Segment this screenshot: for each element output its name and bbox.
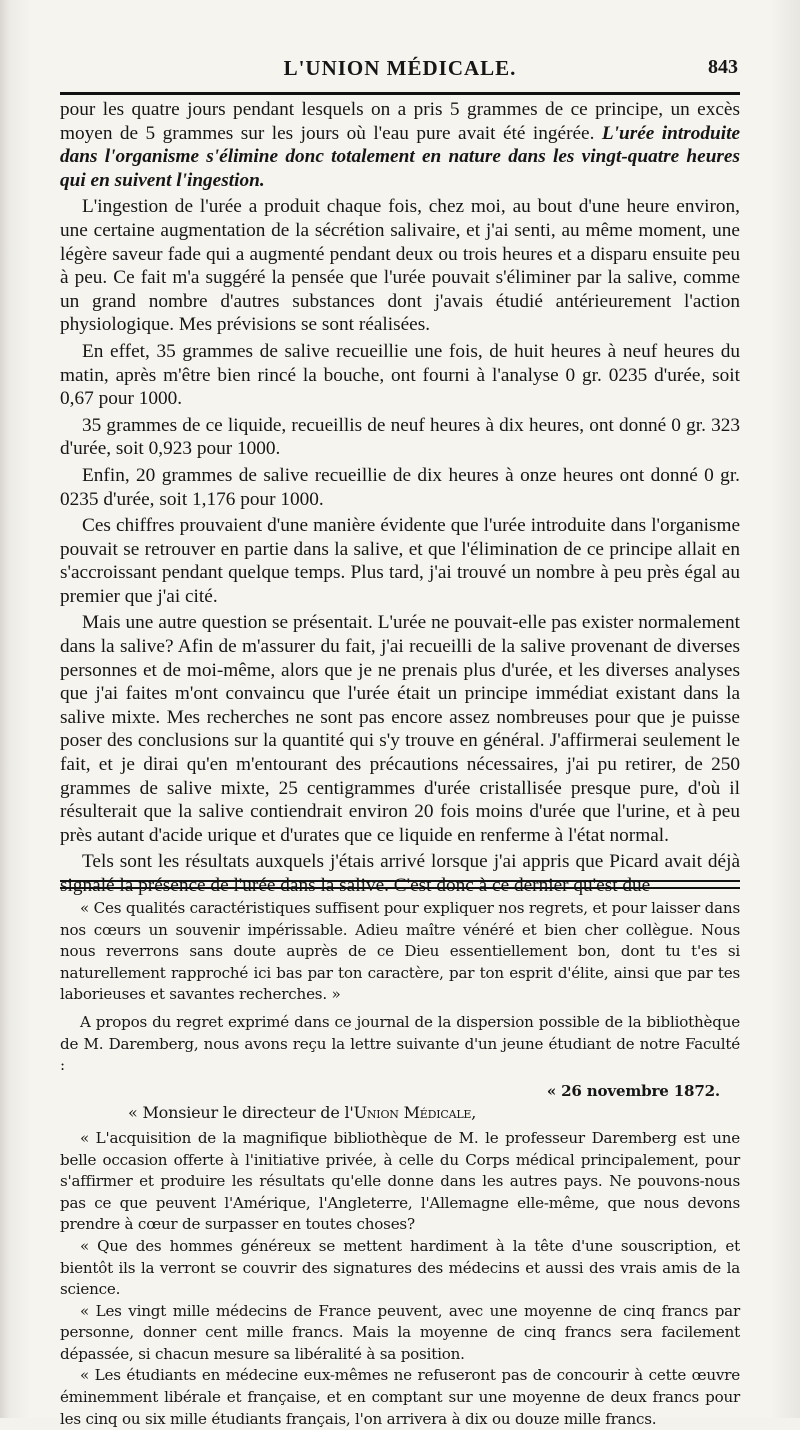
editorial-note: A propos du regret exprimé dans ce journal de la dispersion possible de la bibliothèque de M. Daremberg, nous avons reçu la lettre suivante d'un jeune étudiant de notre Faculté :	[60, 1012, 740, 1075]
letter-paragraph-1: « L'acquisition de la magnifique bibliothèque de M. le professeur Daremberg est une belle occasion offerte à l'initiative privée, à celle du Corps médical principalement, pour s'affirmer et produire les résultats qu'elle donne dans les autres pays. Ne pouvons-nous pas ce que peuvent l'Amérique, l'Angleterre, l'Allemagne elle-même, que nous devons prendre à cœur de surpasser en toutes choses?	[60, 1128, 740, 1234]
letter-paragraph-4: « Les étudiants en médecine eux-mêmes ne refuseront pas de concourir à cette œuvre éminemment libérale et française, et en comptant sur une moyenne de deux francs pour les cinq ou six mille étudiants français, l'on arrivera à dix ou douze mille francs.	[60, 1366, 740, 1428]
paragraph-1-text: pour les quatre jours pendant lesquels on a pris 5 grammes de ce principe, un excès moyen de 5 grammes sur les jours où l'eau pure avait été ingérée.	[60, 99, 740, 144]
paragraph-7: Mais une autre question se présentait. L'urée ne pouvait-elle pas exister normalement dans la salive? Afin de m'assurer du fait, j'ai recueilli de la salive provenant de diverses personnes et de moi-même, alors que je ne prenais plus d'urée, et les diverses analyses que j'ai faites m'ont convaincu que l'urée était un principe immédiat existant dans la salive mixte. Mes recherches ne sont pas encore assez nombreuses pour que je puisse poser des conclusions sur la quantité qui s'y trouve en général. J'affirmerai seulement le fait, et je dirai qu'en m'entourant des précautions nécessaires, j'ai pu retirer, de 250 grammes de salive mixte, 25 centigrammes d'urée cristallisée presque pure, d'où il résulterait que la salive contiendrait environ 20 fois moins d'urée que l'urine, et à peu près autant d'acide urique et d'urates que ce liquide en renferme à l'état normal.	[60, 612, 740, 846]
paragraph-6: Ces chiffres prouvaient d'une manière évidente que l'urée introduite dans l'organisme pouvait se retrouver en partie dans la salive, et que l'élimination de ce principe allait en s'accroissant pendant quelque temps. Plus tard, j'ai trouvé un nombre à peu près égal au premier que j'ai cité.	[60, 515, 740, 607]
paragraph-1-emphasis: L'urée introduite dans l'organisme s'élimine donc totalement en nature dans les vingt-quatre heures qui en suivent l'ingestion.	[60, 122, 741, 191]
paragraph-8: Tels sont les résultats auxquels j'étais arrivé lorsque j'ai appris que Picard avait déjà signalé la présence de l'urée dans la salive. C'est donc à ce dernier qu'est due	[60, 851, 740, 896]
article-body	[60, 98, 740, 898]
running-header	[62, 56, 738, 82]
letter-paragraph-3: « Les vingt mille médecins de France peuvent, avec une moyenne de cinq francs par personne, donner cent mille francs. Mais la moyenne de cinq francs sera facilement dépassée, si chacun mesure sa libéralité à sa position.	[60, 1301, 740, 1363]
eulogy-quote: « Ces qualités caractéristiques suffisent pour expliquer nos regrets, et pour laisser dans nos cœurs un souvenir impérissable. Adieu maître vénéré et bien cher collègue. Nous nous reverrons sans doute auprès de ce Dieu essentiellement bon, dont tu t'es si naturellement rapproché ici bas par ton caractère, par ton esprit d'élite, ainsi que par tes laborieuses et savantes recherches. »	[60, 899, 740, 1004]
paragraph-4: 35 grammes de ce liquide, recueillis de neuf heures à dix heures, ont donné 0 gr. 323 d'urée, soit 0,923 pour 1000.	[60, 414, 740, 460]
section-divider	[60, 880, 740, 889]
paragraph-2: L'ingestion de l'urée a produit chaque fois, chez moi, au bout d'une heure environ, une certaine augmentation de la sécrétion salivaire, et j'ai senti, au même moment, une légère saveur fade qui a augmenté pendant deux ou trois heures et a disparu ensuite peu à peu. Ce fait m'a suggéré la pensée que l'urée pouvait s'éliminer par la salive, comme un grand nombre d'autres substances dont j'avais étudié antérieurement l'action physiologique. Mes prévisions se sont réalisées.	[60, 196, 740, 336]
paragraph-5: Enfin, 20 grammes de salive recueillie de dix heures à onze heures ont donné 0 gr. 0235 d'urée, soit 1,176 pour 1000.	[60, 464, 740, 510]
journal-title: L'UNION MÉDICALE.	[283, 56, 517, 80]
letter-salutation	[60, 1102, 740, 1124]
header-rule	[60, 92, 740, 95]
notes-section	[60, 898, 740, 1430]
paragraph-1	[60, 98, 740, 192]
letter-date: « 26 novembre 1872.	[546, 1081, 720, 1100]
salutation-journal-name: Union Médicale	[353, 1103, 472, 1123]
salutation-text: « Monsieur le directeur de l'	[128, 1103, 354, 1123]
page-number: 843	[708, 56, 738, 78]
letter-paragraph-2: « Que des hommes généreux se mettent hardiment à la tête d'une souscription, et bientôt ils la verront se couvrir des signatures des médecins et aussi des vrais amis de la science.	[60, 1236, 740, 1299]
salutation-end: ,	[471, 1103, 477, 1123]
paragraph-3: En effet, 35 grammes de salive recueillie une fois, de huit heures à neuf heures du matin, après m'être bien rincé la bouche, ont fourni à l'analyse 0 gr. 0235 d'urée, soit 0,67 pour 1000.	[60, 340, 740, 410]
